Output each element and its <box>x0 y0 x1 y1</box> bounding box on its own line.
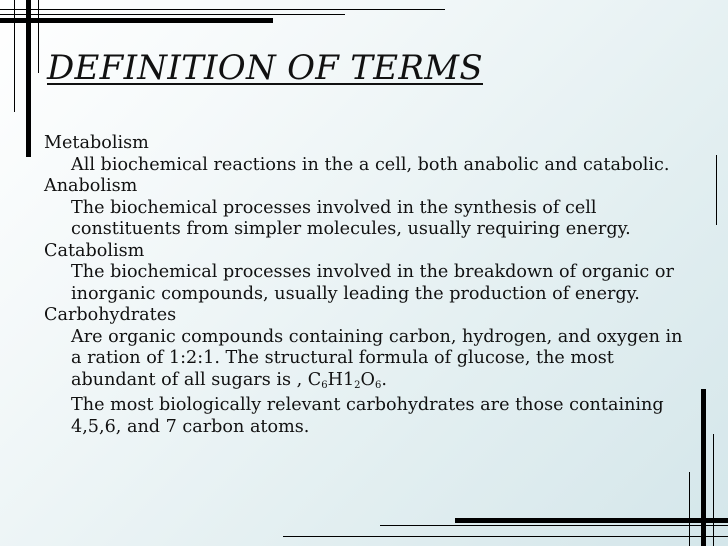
definition-catabolism <box>71 262 694 305</box>
glucose-formula <box>308 370 387 390</box>
frame-bar <box>26 0 31 157</box>
frame-line <box>0 14 345 15</box>
definition-text: abundant of all sugars is , <box>71 369 308 390</box>
frame-line <box>716 155 717 225</box>
definition-line: The biochemical processes involved in the synthesis of cell <box>71 197 597 218</box>
formula-oxygen: O <box>360 369 375 390</box>
term-carbohydrates: Carbohydrates <box>44 305 177 325</box>
definition-line <box>71 370 694 392</box>
frame-line <box>38 0 39 73</box>
definition-line: constituents from simpler molecules, usually requiring energy. <box>71 219 631 239</box>
term-metabolism: Metabolism <box>44 133 149 153</box>
definition-line: inorganic compounds, usually leading the production of energy. <box>71 283 640 304</box>
definition-metabolism: All biochemical reactions in the a cell, both anabolic and catabolic. <box>71 154 670 175</box>
term-catabolism: Catabolism <box>44 240 145 261</box>
formula-carbon-count: 6 <box>321 379 328 391</box>
slide-title: DEFINITION OF TERMS <box>47 48 483 88</box>
definition-carbohydrates <box>71 327 694 392</box>
definition-line: The biochemical processes involved in the breakdown of organic or <box>71 262 674 282</box>
formula-period: . <box>381 369 387 390</box>
formula-hydrogen-count-1: 1 <box>342 369 355 390</box>
definition-anabolism <box>71 198 694 241</box>
formula-oxygen-count: 6 <box>374 379 382 391</box>
definition-line: a ration of 1:2:1. The structural formula of glucose, the most <box>71 348 614 368</box>
definition-carbohydrates-extra <box>71 395 694 438</box>
term-anabolism: Anabolism <box>44 176 138 196</box>
formula-carbon: C <box>307 369 322 390</box>
formula-hydrogen-count-2: 2 <box>354 379 361 391</box>
definition-line: 4,5,6, and 7 carbon atoms. <box>71 416 310 437</box>
frame-line <box>380 525 728 526</box>
frame-line <box>689 472 690 546</box>
frame-line <box>713 434 714 546</box>
definition-line: Are organic compounds containing carbon, hydrogen, and oxygen in <box>71 326 683 347</box>
frame-bar <box>701 389 706 546</box>
frame-bar <box>0 18 273 23</box>
formula-hydrogen: H <box>327 369 343 390</box>
definitions-list <box>44 133 694 438</box>
frame-line <box>14 0 15 112</box>
frame-bar <box>455 518 728 523</box>
frame-line <box>0 9 445 10</box>
frame-line <box>283 536 728 537</box>
definition-line: The most biologically relevant carbohydrates are those containing <box>71 395 664 415</box>
